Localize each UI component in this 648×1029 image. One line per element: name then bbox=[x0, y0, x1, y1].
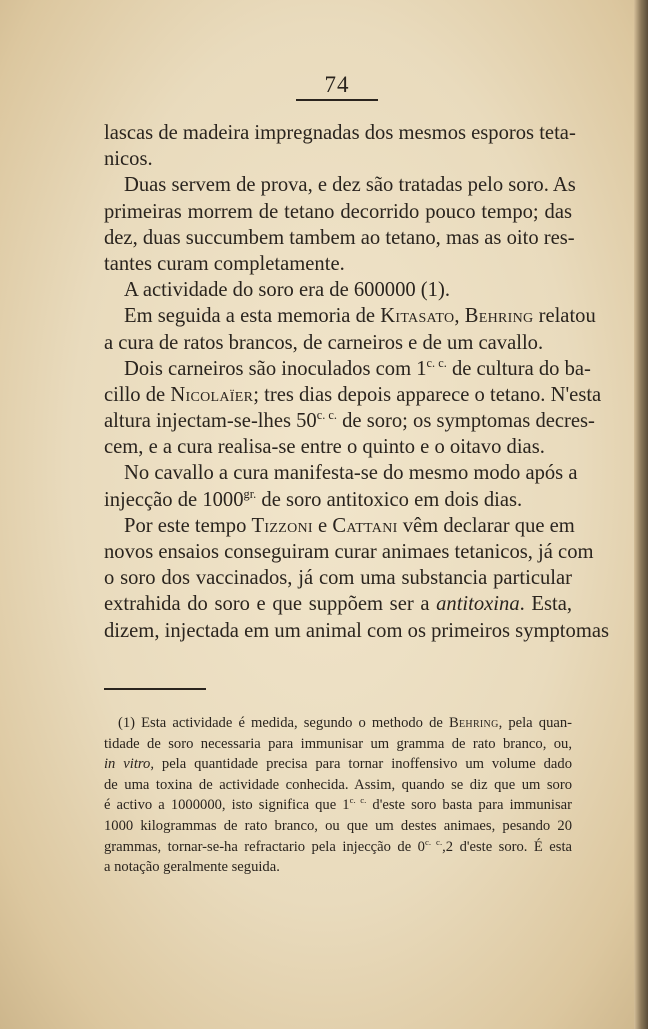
text-segment: lascas de madeira impregnadas dos mesmos esporos teta- bbox=[104, 122, 576, 144]
text-segment: d'este soro basta para immunisar bbox=[366, 797, 572, 814]
text-segment: 1000 kilogrammas de rato branco, ou que um destes animaes, pesando 20 bbox=[104, 817, 572, 834]
text-segment: cem, e a cura realisa-se entre o quinto e o oitavo dias. bbox=[104, 436, 545, 459]
text-segment: , bbox=[454, 305, 465, 328]
text-line bbox=[104, 434, 572, 460]
text-segment: tantes curam completamente. bbox=[104, 252, 345, 275]
text-segment: extrahida do soro e que suppõem ser a bbox=[104, 593, 437, 616]
text-segment: cillo de bbox=[104, 383, 171, 406]
page-number-underline bbox=[296, 99, 378, 101]
page-number: 74 bbox=[324, 72, 350, 97]
text-line bbox=[104, 303, 596, 329]
footnote-line bbox=[104, 857, 572, 878]
author-name: Nicolaïer bbox=[170, 383, 254, 406]
footnote-line bbox=[104, 816, 572, 837]
superscript-unit: c. c. bbox=[426, 355, 447, 370]
footnote-line bbox=[104, 795, 572, 816]
text-segment: Duas servem de prova, e dez são tratadas pelo soro. As bbox=[124, 174, 576, 197]
text-line bbox=[104, 591, 572, 617]
text-line bbox=[104, 146, 572, 172]
text-segment: in vitro bbox=[104, 756, 151, 773]
superscript-unit: c. c. bbox=[316, 408, 337, 423]
footnote-separator bbox=[104, 688, 206, 690]
text-segment: antitoxina bbox=[436, 593, 520, 616]
text-segment: . Esta, bbox=[519, 593, 573, 616]
superscript-unit: c. c. bbox=[424, 836, 443, 847]
footnote-line bbox=[104, 775, 572, 796]
footnote-line bbox=[104, 837, 572, 858]
text-line bbox=[104, 618, 609, 644]
text-line bbox=[104, 251, 572, 277]
text-segment: , pela quantidade precisa para tornar inoffensivo um volume dado bbox=[150, 756, 572, 773]
text-segment: Por este tempo bbox=[124, 514, 252, 537]
text-line bbox=[104, 513, 575, 539]
text-line bbox=[104, 277, 572, 303]
text-line bbox=[104, 120, 576, 146]
text-segment: altura injectam-se-lhes 50 bbox=[104, 410, 317, 433]
text-segment: de soro antitoxico em dois dias. bbox=[256, 488, 523, 511]
footnote-line bbox=[104, 713, 572, 734]
author-name: Behring bbox=[464, 305, 534, 328]
text-line bbox=[104, 382, 602, 408]
text-line bbox=[104, 408, 595, 434]
text-segment: No cavallo a cura manifesta-se do mesmo modo após a bbox=[124, 462, 578, 485]
footnote bbox=[104, 713, 572, 878]
text-line bbox=[104, 565, 572, 591]
text-line bbox=[104, 199, 572, 225]
text-segment: , pela quan- bbox=[498, 715, 572, 731]
text-segment: de cultura do ba- bbox=[446, 357, 591, 380]
superscript-unit: gr. bbox=[243, 486, 257, 501]
text-segment: a cura de ratos brancos, de carneiros e de um cavallo. bbox=[104, 331, 544, 354]
text-segment: Em seguida a esta memoria de bbox=[124, 305, 381, 328]
author-name: Tizzoni bbox=[251, 514, 313, 537]
text-segment: a notação geralmente seguida. bbox=[104, 859, 280, 876]
text-segment: (1) Esta actividade é medida, segundo o methodo de bbox=[118, 715, 449, 731]
text-segment: Dois carneiros são inoculados com 1 bbox=[124, 357, 427, 380]
text-segment: de soro; os symptomas decres- bbox=[336, 410, 595, 433]
superscript-unit: c. c. bbox=[349, 795, 367, 806]
text-line bbox=[104, 225, 575, 251]
footnote-line bbox=[104, 734, 572, 755]
text-segment: tidade de soro necessaria para immunisar um gramma de rato branco, ou, bbox=[104, 735, 572, 752]
text-segment: vêm declarar que em bbox=[397, 514, 575, 537]
text-segment: e bbox=[312, 514, 333, 537]
text-segment: de uma toxina de actividade conhecida. Assim, quando se diz que um soro bbox=[104, 776, 572, 793]
author-name: Kitasato bbox=[380, 305, 455, 328]
text-line bbox=[104, 172, 576, 198]
text-segment: ,2 d'este soro. É esta bbox=[442, 838, 572, 855]
text-segment: dizem, injectada em um animal com os primeiros symptomas bbox=[104, 619, 609, 642]
text-segment: grammas, tornar-se-ha refractario pela injecção de 0 bbox=[104, 838, 425, 855]
footnote-line bbox=[104, 754, 572, 775]
text-segment: o soro dos vaccinados, já com uma substancia particular bbox=[104, 567, 572, 590]
text-line bbox=[104, 330, 572, 356]
text-segment: nicos. bbox=[104, 148, 153, 171]
text-segment: novos ensaios conseguiram curar animaes tetanicos, já com bbox=[104, 541, 594, 563]
text-line bbox=[104, 355, 591, 382]
text-segment: dez, duas succumbem tambem ao tetano, mas as oito res- bbox=[104, 226, 575, 249]
text-segment: primeiras morrem de tetano decorrido pouco tempo; das bbox=[104, 200, 572, 223]
text-line bbox=[104, 539, 594, 565]
author-name: Behring bbox=[448, 715, 499, 731]
author-name: Cattani bbox=[332, 514, 398, 537]
text-segment: injecção de 1000 bbox=[104, 488, 244, 511]
text-segment: ; tres dias depois apparece o tetano. N'esta bbox=[253, 383, 602, 406]
page-edge-shadow bbox=[634, 0, 648, 1029]
text-segment: A actividade do soro era de 600000 (1). bbox=[124, 279, 450, 302]
text-segment: relatou bbox=[533, 305, 596, 328]
main-text bbox=[104, 120, 609, 644]
text-line bbox=[104, 487, 572, 513]
text-line bbox=[104, 460, 578, 486]
text-segment: é activo a 1000000, isto significa que 1 bbox=[104, 797, 350, 814]
